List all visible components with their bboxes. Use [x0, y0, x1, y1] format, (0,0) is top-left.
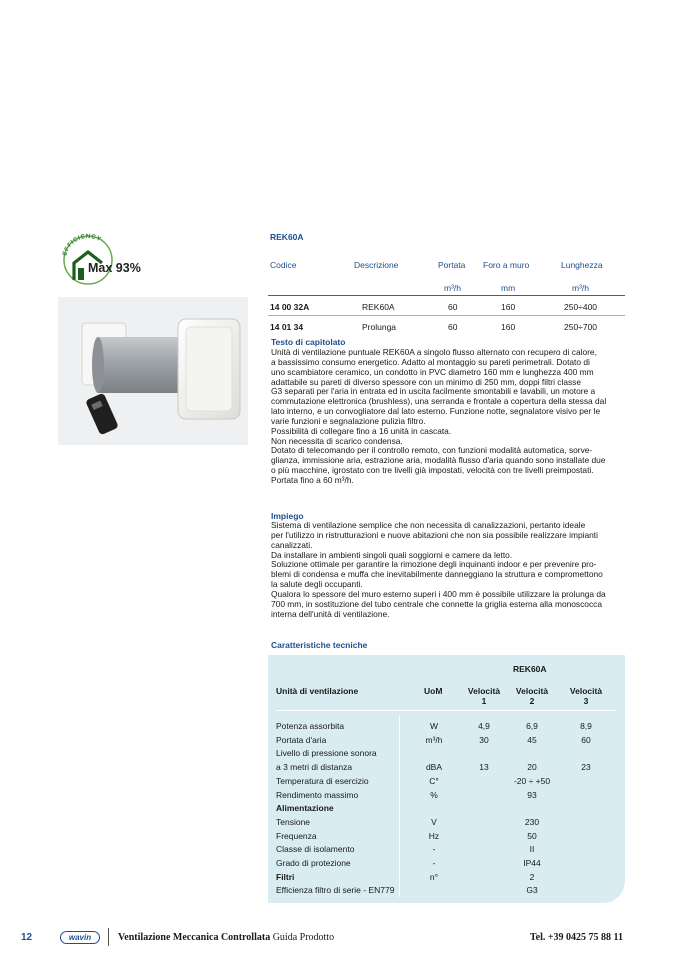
row-2-length: 250÷700: [564, 322, 598, 332]
tech-row-uom: Hz: [428, 830, 440, 841]
impiego-line: 700 mm, in sostituzione del tubo centrale che connette la griglia esterna alla monoscocca: [271, 598, 603, 609]
tech-col-unit: Unità di ventilazione: [276, 686, 359, 696]
capitolato-line: lato interno, e un convogliatore dal lato esterno. Funzione notte, segnalatore visivo per le: [271, 406, 601, 417]
capitolato-line: Unità di ventilazione puntuale REK60A a singolo flusso alternato con recupero di calore,: [271, 347, 597, 357]
header-hole: Foro a muro: [483, 260, 530, 270]
speed-label: Velocità: [467, 686, 501, 696]
capitolato-line: a bassissimo consumo energetico. Adatto al montaggio su pareti perimetrali. Dotato di: [271, 356, 590, 367]
tech-row-v1: 30: [479, 734, 489, 745]
capitolato-title: Testo di capitolato: [271, 337, 346, 347]
header-flow: Portata: [438, 260, 466, 270]
impiego-line: canalizzati.: [271, 539, 313, 550]
capitolato-line: Portata fino a 60 m³/h.: [271, 474, 354, 485]
efficiency-label: EFFICIENCY: [61, 232, 103, 257]
tech-row-v3: 60: [581, 734, 591, 745]
row-1-length: 250÷400: [564, 302, 598, 312]
tech-row-label: Portata d'aria: [276, 734, 327, 745]
impiego-line: Qualora lo spessore del muro esterno superi i 400 mm è possibile utilizzare la prolunga da: [271, 588, 606, 599]
impiego-line: per l'utilizzo in ristrutturazioni e nuove abitazioni che non sia possibile realizzare impianti: [271, 529, 598, 540]
speed-number: 2: [529, 696, 535, 706]
tech-row-uom: dBA: [425, 762, 443, 773]
tech-row-label: Frequenza: [276, 830, 317, 841]
capitolato-line: o più macchine, igrostato con tre livelli già impostati, velocità con tre livelli preimpostati.: [271, 465, 594, 476]
tech-row-label: Potenza assorbita: [276, 721, 345, 731]
efficiency-house-icon: [60, 230, 120, 285]
footer-title: [118, 932, 334, 943]
row-1-code: 14 00 32A: [270, 302, 310, 312]
footer-title-rest: Guida Prodotto: [272, 932, 335, 943]
row-1-description: REK60A: [362, 302, 395, 312]
header-code: Codice: [270, 260, 297, 270]
tech-row-v2: IP44: [523, 858, 541, 868]
tech-row-uom: %: [430, 789, 438, 800]
tech-row-label: Grado di protezione: [276, 858, 351, 868]
tech-row-label: Rendimento massimo: [276, 789, 359, 800]
tech-row-v2: 230: [524, 816, 540, 827]
row-rule: [268, 315, 625, 316]
efficiency-value: Max 93%: [88, 261, 141, 275]
tech-row-label: Alimentazione: [276, 803, 334, 814]
tech-row-v2: 6,9: [526, 721, 538, 731]
tech-row-label: a 3 metri di distanza: [276, 762, 353, 773]
tech-speed-3: [568, 686, 604, 706]
tech-speed-1: [466, 686, 502, 706]
impiego-title: Impiego: [271, 511, 304, 521]
tech-col-uom: UoM: [424, 686, 443, 696]
product-photo: [58, 297, 248, 445]
tech-row-label: Livello di pressione sonora: [276, 748, 377, 759]
tech-row-v2: G3: [526, 885, 538, 896]
tech-row-v3: 23: [581, 762, 591, 773]
row-2-description: Prolunga: [362, 322, 397, 332]
tech-row-v3: 8,9: [580, 721, 592, 731]
impiego-line: Sistema di ventilazione semplice che non necessita di canalizzazioni, pertanto ideale: [271, 520, 586, 530]
tech-row-uom: V: [431, 816, 437, 827]
header-description: Descrizione: [354, 260, 399, 270]
efficiency-badge: [60, 230, 160, 285]
tech-row-v2: 2: [529, 871, 535, 882]
speed-label: Velocità: [515, 686, 549, 696]
tech-row-label: Classe di isolamento: [276, 844, 355, 855]
tech-row-v2: 20: [527, 762, 537, 773]
capitolato-line: adattabile su pareti di diverso spessore con un minimo di 250 mm, doppi filtri classe: [271, 376, 582, 387]
tech-row-v2: -20 ÷ +50: [513, 775, 551, 786]
capitolato-line: Possibilità di collegare fino a 16 unità in cascata.: [271, 425, 452, 436]
footer-phone: Tel. +39 0425 75 88 11: [529, 932, 623, 943]
tech-speed-2: [514, 686, 550, 706]
tech-row-label: Tensione: [276, 816, 311, 827]
capitolato-line: varie funzioni e segnalazione pulizia filtro.: [271, 415, 426, 426]
tech-header-rule: [276, 710, 616, 711]
wavin-logo: wavin: [60, 931, 100, 944]
page-number: 12: [21, 932, 33, 943]
header-length: Lunghezza: [561, 260, 603, 270]
capitolato-line: Non necessita di scarico condensa.: [271, 435, 403, 446]
impiego-line: interna dell'unità di ventilazione.: [271, 608, 390, 619]
tech-row-uom: m³/h: [425, 734, 443, 745]
capitolato-line: glianza, immissione aria, estrazione aria, modalità flusso d'aria quando sono installate due: [271, 455, 606, 466]
tech-row-uom: C°: [429, 775, 439, 786]
tech-row-v2: II: [529, 844, 535, 855]
capitolato-line: Dotato di telecomando per il controllo remoto, con funzioni modalità automatica, sorve-: [271, 445, 593, 456]
tech-row-uom: -: [432, 858, 436, 868]
impiego-line: blemi di condensa e muffa che inevitabilmente danneggiano la struttura e compromettono: [271, 569, 603, 580]
tech-table: [268, 655, 625, 903]
tech-row-label: Temperatura di esercizio: [276, 775, 369, 786]
footer-separator: [108, 928, 109, 946]
speed-number: 3: [583, 696, 589, 706]
tech-row-v1: 13: [479, 762, 489, 773]
tech-row-v2: 93: [527, 789, 537, 800]
unit-flow: m³/h: [444, 283, 461, 293]
capitolato-text: [271, 348, 625, 486]
header-rule: [268, 295, 625, 296]
footer: [0, 925, 678, 949]
capitolato-line: G3 separati per l'aria in entrata ed in uscita facilmente smontabili e lavabili, un motore a: [271, 386, 596, 397]
row-2-flow: 60: [448, 322, 458, 332]
tech-row-label: Efficienza filtro di serie - EN779: [276, 885, 395, 896]
tech-row-uom: W: [429, 721, 439, 731]
impiego-text: [271, 521, 625, 619]
tech-row-v1: 4,9: [478, 721, 490, 731]
tech-row-label: Filtri: [276, 871, 295, 882]
footer-title-bold: Ventilazione Meccanica Controllata: [118, 932, 271, 943]
tech-row-uom: n°: [429, 871, 439, 882]
model-title: REK60A: [270, 232, 304, 242]
row-1-flow: 60: [448, 302, 458, 312]
impiego-line: la salute degli occupanti.: [271, 579, 363, 590]
capitolato-line: uno scambiatore ceramico, un condotto in PVC diametro 160 mm e lunghezza 400 mm: [271, 366, 594, 377]
tech-row-uom: -: [432, 844, 436, 855]
unit-hole: mm: [501, 283, 516, 293]
tech-row-v2: 50: [527, 830, 537, 841]
capitolato-line: commutazione elettronica (brushless), una serranda e frontale a copertura della stessa dal: [271, 396, 607, 407]
speed-number: 1: [481, 696, 487, 706]
tech-row-v2: 45: [527, 734, 537, 745]
impiego-line: Da installare in ambienti singoli quali soggiorni e camere da letto.: [271, 549, 513, 560]
tech-title: Caratteristiche tecniche: [271, 640, 368, 650]
tech-column-rule: [399, 716, 400, 897]
speed-label: Velocità: [569, 686, 603, 696]
row-1-hole: 160: [501, 302, 516, 312]
row-2-code: 14 01 34: [270, 322, 304, 332]
tech-model: REK60A: [513, 664, 547, 674]
row-2-hole: 160: [501, 322, 516, 332]
impiego-line: Soluzione ottimale per garantire la rimozione degli inquinanti indoor e per prevenire pro-: [271, 559, 597, 570]
unit-length: m³/h: [572, 283, 589, 293]
